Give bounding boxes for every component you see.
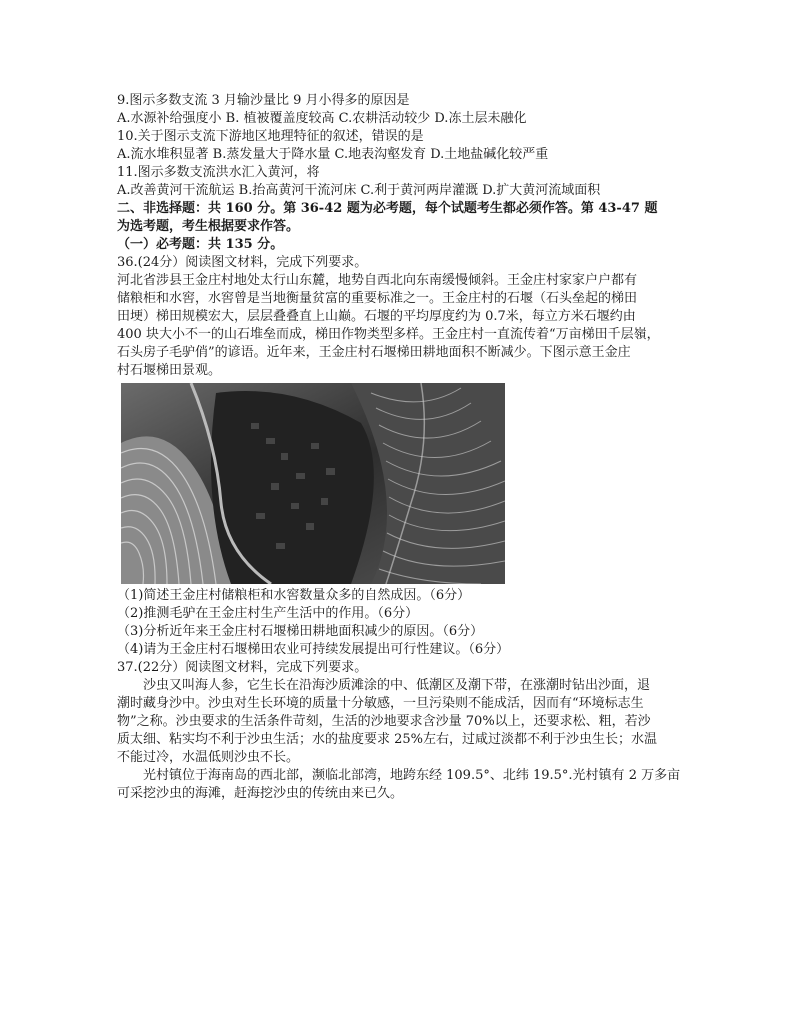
q11-stem: 11.图示多数支流洪水汇入黄河，将 <box>117 165 320 180</box>
q9-stem: 9.图示多数支流 3 月输沙量比 9 月小得多的原因是 <box>117 93 410 108</box>
q37-para1-line: 不能过冷，水温低则沙虫不长。 <box>117 750 300 765</box>
q37-para2-line: 可采挖沙虫的海滩，赶海挖沙虫的传统由来已久。 <box>117 786 404 801</box>
q37-para2-line: 光村镇位于海南岛的西北部，濒临北部湾，地跨东经 109.5°、北纬 19.5°.光村镇有 2 万多亩 <box>143 768 681 783</box>
q10-stem: 10.关于图示支流下游地区地理特征的叙述，错误的是 <box>117 129 424 144</box>
section2-subheading: （一）必考题：共 135 分。 <box>117 237 284 252</box>
q37-head: 37.(22分）阅读图文材料，完成下列要求。 <box>117 660 368 675</box>
section2-heading-line1: 二、非选择题：共 160 分。第 36-42 题为必考题，每个试题考生都必须作答。第 43-47 题 <box>117 201 658 216</box>
q9-options: A.水源补给强度小 B. 植被覆盖度较高 C.农耕活动较少 D.冻土层未融化 <box>117 111 527 126</box>
q36-text-line: 石头房子毛驴俏”的谚语。近年来，王金庄村石堰梯田耕地面积不断减少。下图示意王金庄 <box>117 345 631 360</box>
terrace-photo-graphic <box>121 383 505 584</box>
q36-subquestion-4: （4)请为王金庄村石堰梯田农业可持续发展提出可行性建议。（6分） <box>117 642 510 657</box>
q37-para1-line: 物”之称。沙虫要求的生活条件苛刻，生活的沙地要求含沙量 70%以上，还要求松、粗，若沙 <box>117 714 651 729</box>
q36-text-line: 河北省涉县王金庄村地处太行山东麓，地势自西北向东南缓慢倾斜。王金庄村家家户户都有 <box>117 273 638 288</box>
q37-para1-line: 潮时藏身沙中。沙虫对生长环境的质量十分敏感，一旦污染则不能成活，因而有“环境标志生 <box>117 696 644 711</box>
q36-text-line: 田埂）梯田规模宏大，层层叠叠直上山巅。石堰的平均厚度约为 0.7米，每立方米石堰约由 <box>117 309 636 324</box>
section2-heading-line2: 为选考题，考生根据要求作答。 <box>117 219 300 234</box>
q10-options: A.流水堆积显著 B.蒸发量大于降水量 C.地表沟壑发育 D.土地盐碱化较严重 <box>117 147 549 162</box>
q36-text-line: 储粮柜和水窖，水窖曾是当地衡量贫富的重要标准之一。王金庄村的石堰（石头垒起的梯田 <box>117 291 638 306</box>
q37-para1-line: 质太细、粘实均不利于沙虫生活；水的盐度要求 25%左右，过咸过淡都不利于沙虫生长；水温 <box>117 732 658 747</box>
q36-subquestion-3: （3)分析近年来王金庄村石堰梯田耕地面积减少的原因。（6分） <box>117 624 484 639</box>
q36-head: 36.(24分）阅读图文材料，完成下列要求。 <box>117 255 368 270</box>
q36-text-line: 400 块大小不一的山石堆垒而成，梯田作物类型多样。王金庄村一直流传着“万亩梯田千层嶺， <box>117 327 660 342</box>
q11-options: A.改善黄河干流航运 B.抬高黄河干流河床 C.利于黄河两岸灌溉 D.扩大黄河流域面积 <box>117 183 601 198</box>
exam-content <box>117 92 681 803</box>
q37-para1-line: 沙虫又叫海人参，它生长在沿海沙质滩涂的中、低潮区及潮下带，在涨潮时钻出沙面，退 <box>143 678 651 693</box>
q36-subquestion-2: （2)推测毛驴在王金庄村生产生活中的作用。（6分） <box>117 606 419 621</box>
terrace-photo <box>121 383 505 584</box>
q36-subquestion-1: （1)简述王金庄村储粮柜和水窖数量众多的自然成因。（6分） <box>117 588 471 603</box>
q36-text-line: 村石堰梯田景观。 <box>117 363 222 378</box>
